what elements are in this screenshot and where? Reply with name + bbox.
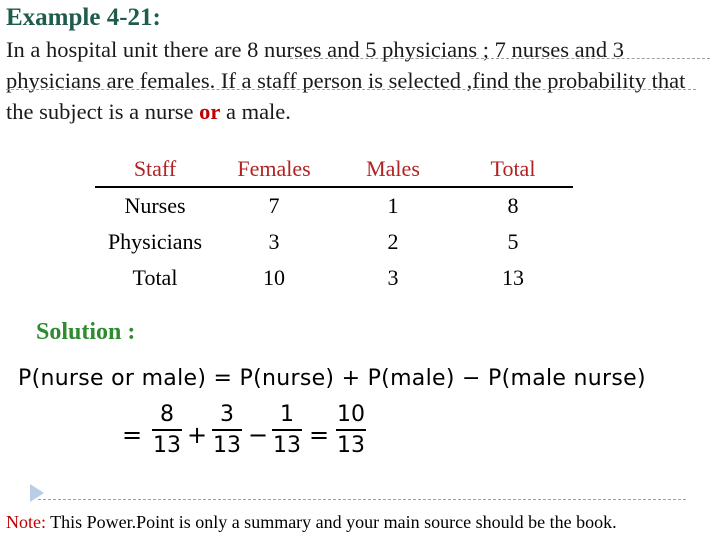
staff-table [95, 152, 573, 296]
problem-accent-or: or [199, 99, 221, 124]
table-cell: 8 [507, 193, 519, 218]
problem-text-end: a male. [220, 99, 291, 124]
table-cell: 3 [387, 265, 399, 290]
fraction-numerator: 10 [336, 401, 366, 431]
fraction [336, 401, 366, 461]
fraction-numerator: 3 [212, 401, 242, 431]
fraction [272, 401, 302, 461]
minus-sign: − [248, 421, 269, 449]
fraction-denominator: 13 [213, 433, 241, 458]
footer-note [6, 512, 617, 533]
note-label: Note: [6, 512, 46, 532]
table-row [95, 224, 573, 260]
solution-label: Solution : [36, 319, 136, 345]
table-cell: Nurses [124, 193, 186, 218]
fraction-denominator: 13 [153, 433, 181, 458]
equals-sign: = [122, 421, 143, 449]
header-females: Females [215, 152, 333, 187]
fraction [152, 401, 182, 461]
problem-text: In a hospital unit there are 8 nurses and 5 physicians ; 7 nurses and 3 physicians are females. If a staff person is selected ,find the probability that the subject is a nurse [6, 37, 686, 124]
equals-sign: = [309, 421, 330, 449]
dotted-rule [290, 58, 710, 59]
fraction-numerator: 1 [272, 401, 302, 431]
fraction-denominator: 13 [337, 433, 365, 458]
table-cell: 13 [502, 265, 524, 290]
plus-sign: + [187, 421, 208, 449]
problem-statement [6, 34, 714, 127]
table-cell: 10 [263, 265, 285, 290]
formula-line-1: P(nurse or male) = P(nurse) + P(male) − P(male nurse) [18, 366, 646, 391]
table-cell: Total [132, 265, 178, 290]
table-row [95, 260, 573, 296]
dotted-rule [6, 89, 696, 90]
note-text: This Power.Point is only a summary and your main source should be the book. [46, 512, 617, 532]
fraction-denominator: 13 [273, 433, 301, 458]
table-row [95, 187, 573, 224]
table-cell: 1 [387, 193, 399, 218]
table-cell: 5 [507, 229, 519, 254]
table-cell: 2 [387, 229, 399, 254]
header-total: Total [453, 152, 573, 187]
table-header-row [95, 152, 573, 187]
header-males: Males [333, 152, 453, 187]
footer-rule [38, 499, 686, 500]
table-cell: 7 [268, 193, 280, 218]
header-staff: Staff [95, 152, 215, 187]
slide-title: Example 4-21: [6, 4, 161, 31]
table-cell: Physicians [107, 229, 203, 254]
fraction [212, 401, 242, 461]
table-cell: 3 [268, 229, 280, 254]
fraction-numerator: 8 [152, 401, 182, 431]
